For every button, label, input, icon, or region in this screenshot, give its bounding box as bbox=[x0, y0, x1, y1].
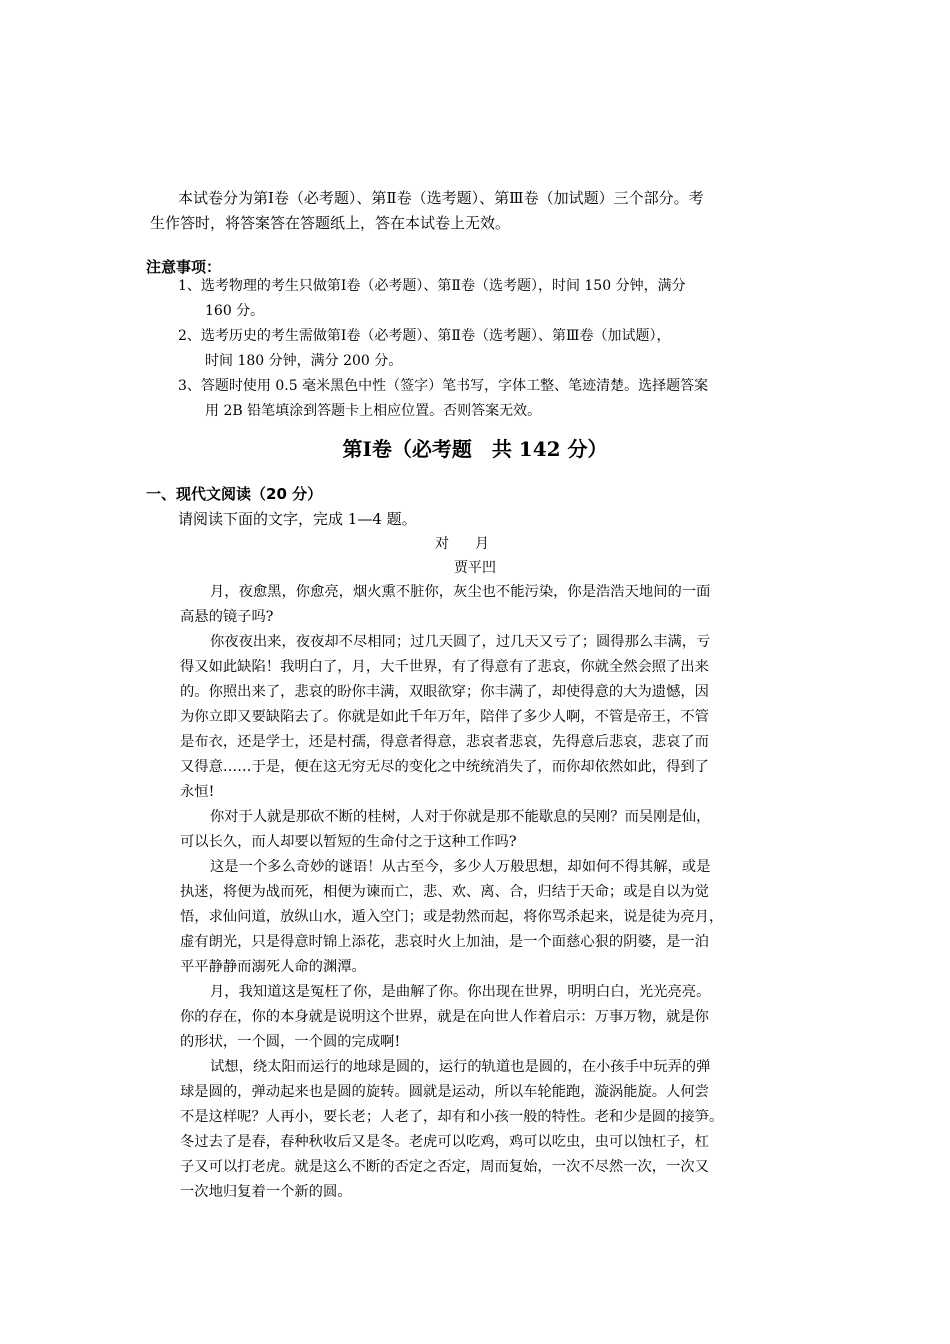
article-line: 的形状，一个圆，一个圆的完成啊! bbox=[180, 1034, 401, 1050]
article-line: 又得意……于是，便在这无穷无尽的变化之中统统消失了，而你却依然如此，得到了 bbox=[180, 759, 709, 775]
note-1: 1、选考物理的考生只做第Ⅰ卷（必考题）、第Ⅱ卷（选考题），时间 150 分钟，满分 bbox=[178, 278, 686, 294]
section-title: 第Ⅰ卷（必考题 共 142 分） bbox=[342, 437, 608, 461]
notes-title: 注意事项： bbox=[146, 258, 222, 276]
note-3-cont: 用 2B 铅笔填涂到答题卡上相应位置。否则答案无效。 bbox=[205, 403, 542, 419]
article-line: 球是圆的，弹动起来也是圆的旋转。圆就是运动，所以车轮能跑，漩涡能旋。人何尝 bbox=[180, 1084, 709, 1100]
article-line: 是布衣，还是学士，还是村孺，得意者得意，悲哀者悲哀，先得意后悲哀，悲哀了而 bbox=[180, 734, 709, 750]
article-line: 虚有朗光，只是得意时锦上添花，悲哀时火上加油，是一个面慈心狠的阴婆，是一泊 bbox=[180, 934, 709, 950]
article-line: 为你立即又要缺陷去了。你就是如此千年万年，陪伴了多少人啊，不管是帝王，不管 bbox=[180, 709, 709, 725]
note-1-cont: 160 分。 bbox=[205, 303, 265, 319]
article-line: 子又可以打老虎。就是这么不断的否定之否定，周而复始，一次不尽然一次，一次又 bbox=[180, 1159, 709, 1175]
article-line: 你的存在，你的本身就是说明这个世界，就是在向世人作着启示：万事万物，就是你 bbox=[180, 1009, 709, 1025]
article-line: 高悬的镜子吗? bbox=[180, 609, 274, 625]
article-title: 对月 bbox=[435, 536, 515, 552]
article-line: 得又如此缺陷！我明白了，月，大千世界，有了得意有了悲哀，你就全然会照了出来 bbox=[180, 659, 709, 675]
article-line: 你对于人就是那砍不断的桂树，人对于你就是那不能歇息的吴刚？而吴刚是仙， bbox=[210, 809, 711, 825]
intro-line-1: 本试卷分为第Ⅰ卷（必考题）、第Ⅱ卷（选考题）、第Ⅲ卷（加试题）三个部分。考 bbox=[178, 189, 704, 207]
article-line: 月，我知道这是冤枉了你，是曲解了你。你出现在世界，明明白白，光光亮亮。 bbox=[210, 984, 711, 1000]
note-3: 3、答题时使用 0.5 毫米黑色中性（签字）笔书写，字体工整、笔迹清楚。选择题答案 bbox=[178, 378, 709, 394]
article-line: 你夜夜出来，夜夜却不尽相同；过几天圆了，过几天又亏了；圆得那么丰满，亏 bbox=[210, 634, 711, 650]
article-line: 冬过去了是春，春种秋收后又是冬。老虎可以吃鸡，鸡可以吃虫，虫可以蚀杠子，杠 bbox=[180, 1134, 709, 1150]
article-line: 试想，绕太阳而运行的地球是圆的，运行的轨道也是圆的，在小孩手中玩弄的弹 bbox=[210, 1059, 711, 1075]
intro-line-2: 生作答时，将答案答在答题纸上，答在本试卷上无效。 bbox=[150, 214, 511, 232]
note-2: 2、选考历史的考生需做第Ⅰ卷（必考题）、第Ⅱ卷（选考题）、第Ⅲ卷（加试题）， bbox=[178, 328, 671, 344]
article-line: 悟，求仙问道，放纵山水，遁入空门；或是勃然而起，将你骂杀起来，说是徒为亮月， bbox=[180, 909, 724, 925]
part-title: 一、现代文阅读（20 分） bbox=[146, 485, 323, 503]
article-line: 一次地归复着一个新的圆。 bbox=[180, 1184, 352, 1200]
article-line: 不是这样呢？人再小，要长老；人老了，却有和小孩一般的特性。老和少是圆的接笋。 bbox=[180, 1109, 724, 1125]
article-line: 平平静静而溺死人命的渊潭。 bbox=[180, 959, 366, 975]
article-line: 可以长久，而人却要以暂短的生命付之于这种工作吗? bbox=[180, 834, 517, 850]
article-line: 月，夜愈黑，你愈亮，烟火熏不脏你，灰尘也不能污染，你是浩浩天地间的一面 bbox=[210, 584, 711, 600]
article-line: 这是一个多么奇妙的谜语！从古至今，多少人万般思想，却如何不得其解，或是 bbox=[210, 859, 711, 875]
article-line: 永恒! bbox=[180, 784, 215, 800]
note-2-cont: 时间 180 分钟，满分 200 分。 bbox=[205, 353, 403, 369]
article-line: 执迷，将便为战而死，相便为谏而亡，悲、欢、离、合，归结于天命；或是自以为觉 bbox=[180, 884, 709, 900]
part-instruction: 请阅读下面的文字，完成 1—4 题。 bbox=[178, 510, 417, 528]
article-line: 的。你照出来了，悲哀的盼你丰满，双眼欲穿；你丰满了，却使得意的大为遗憾，因 bbox=[180, 684, 709, 700]
article-author: 贾平凹 bbox=[454, 560, 496, 576]
